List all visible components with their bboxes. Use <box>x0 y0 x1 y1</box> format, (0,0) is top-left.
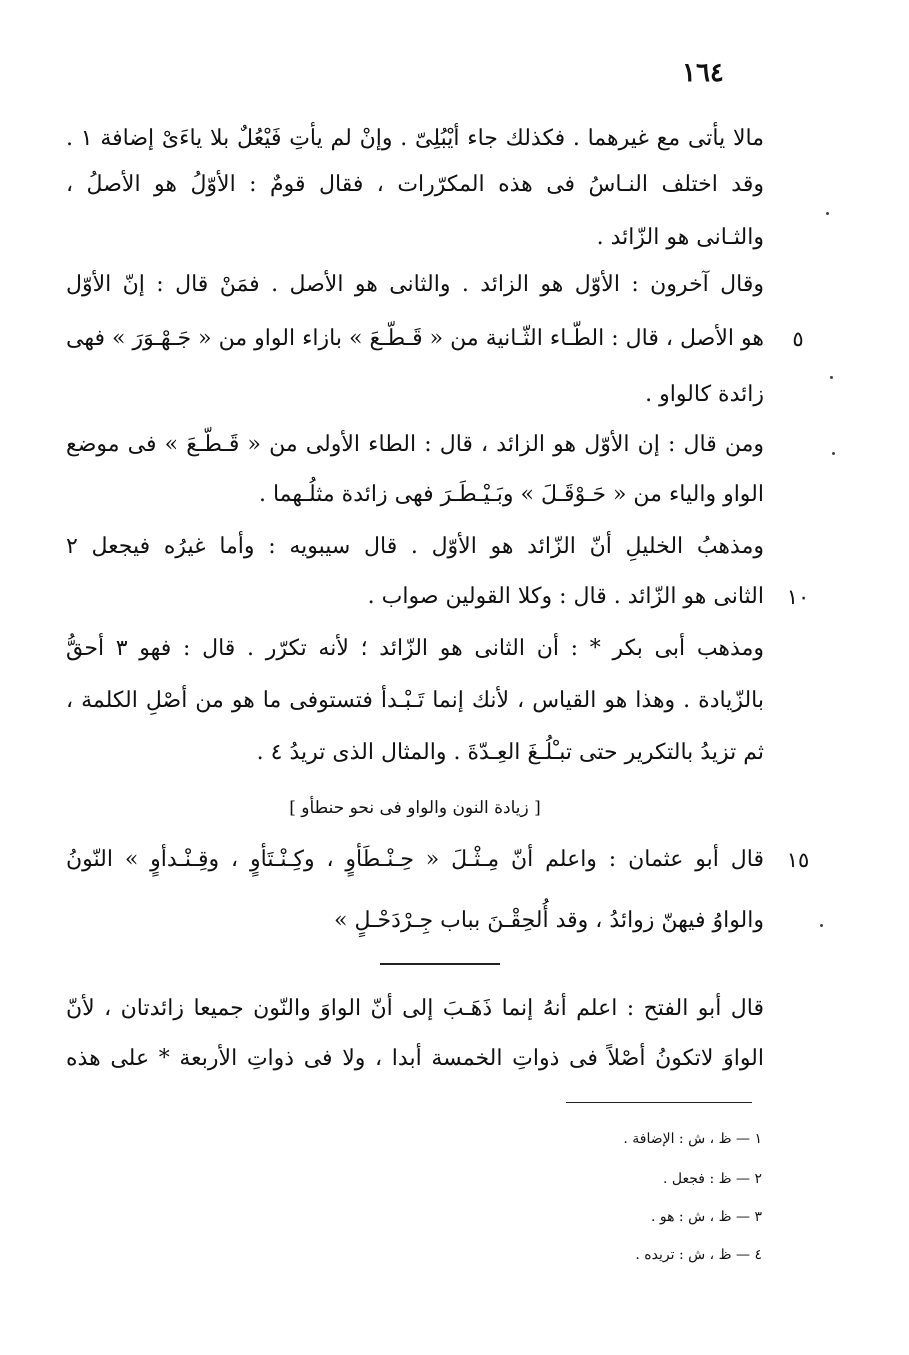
section-heading: [ زيادة النون والواو فى نحو حنطأو ] <box>289 798 541 818</box>
section-divider <box>380 963 500 965</box>
footnote: ٣ — ظ ، ش : هو . <box>650 1209 762 1225</box>
text-line: قال أبو عثمان : واعلم أنّ مِـثْـلَ « حِـنْـطَأوٍ ، وكِـنْـتَأوٍ ، وقِـنْـدأوٍ » النّونُ <box>66 847 764 872</box>
footnote-divider <box>566 1102 752 1103</box>
footnote: ٢ — ظ : فجعل . <box>663 1171 762 1187</box>
text-line: قال أبو الفتح : اعلم أنهُ إنما ذَهَـبَ إلى أنّ الواوَ والنّون جميعا زائدتان ، لأنّ <box>66 996 764 1021</box>
footnote: ٤ — ظ ، ش : تريده . <box>635 1247 762 1263</box>
text-line: هو الأصل ، قال : الطّـاء الثّـانية من « قَـطّـعَ » بازاء الواو من « جَـهْـوَرَ » فهى <box>66 326 764 351</box>
text-line: وقال آخرون : الأوّل هو الزائد . والثانى هو الأصل . فمَنْ قال : إنّ الأوّل <box>66 272 764 297</box>
line-number: ١٥ <box>786 848 810 872</box>
text-line: ثم تزيدُ بالتكرير حتى تبـْلُـغَ العِـدّةَ . والمثال الذى تريدُ ٤ . <box>256 740 764 765</box>
text-line: بالزّيادة . وهذا هو القياس ، لأنك إنما تَـبْـدأ فتستوفى ما هو من أصْلِ الكلمة ، <box>66 688 764 713</box>
text-line: مالا يأتى مع غيرهما . فكذلك جاء أيْبُلِىّ . وإنْ لم يأتِ فَيْعُلٌ بلا ياءَىْ إضافة ١ . <box>66 126 764 151</box>
text-line: ومذهبُ الخليلِ أنّ الزّائد هو الأوّل . قال سيبويه : وأما غيرُه فيجعل ٢ <box>66 534 764 559</box>
text-line: والثـانى هو الزّائد . <box>596 225 764 250</box>
text-line: الواو والياء من « حَـوْقَـلَ » وبَـيْـطَـرَ فهى زائدة مثلُـهما . <box>258 482 764 507</box>
text-line: الواوَ لاتكونُ أصْلاً فى ذواتِ الخمسة أبدا ، ولا فى ذواتِ الأربعة * على هذه <box>66 1046 764 1071</box>
footnote: ١ — ظ ، ش : الإضافة . <box>623 1131 762 1147</box>
line-number: ١٠ <box>786 585 810 609</box>
text-line: ومذهب أبى بكر * : أن الثانى هو الزّائد ؛ لأنه تكرّر . قال : فهو ٣ أحقُّ <box>66 636 764 661</box>
scan-speck <box>832 452 835 455</box>
text-line: ومن قال : إن الأوّل هو الزائد ، قال : الطاء الأولى من « قَـطّـعَ » فى موضع <box>66 432 764 457</box>
scan-speck <box>830 376 833 379</box>
text-line: زائدة كالواو . <box>645 382 764 407</box>
text-line: الثانى هو الزّائد . قال : وكلا القولين صواب . <box>367 584 764 609</box>
text-line: والواوُ فيهنّ زوائدُ ، وقد أُلحِقْـنَ بباب جِـرْدَحْـلٍ » <box>333 908 764 933</box>
line-number: ٥ <box>792 327 804 351</box>
text-line: وقد اختلف النـاسُ فى هذه المكرّرات ، فقال قومٌ : الأوّلُ هو الأصلُ ، <box>66 172 764 197</box>
scan-speck <box>820 924 823 927</box>
page-number: ١٦٤ <box>682 58 724 88</box>
scan-speck <box>826 212 829 215</box>
